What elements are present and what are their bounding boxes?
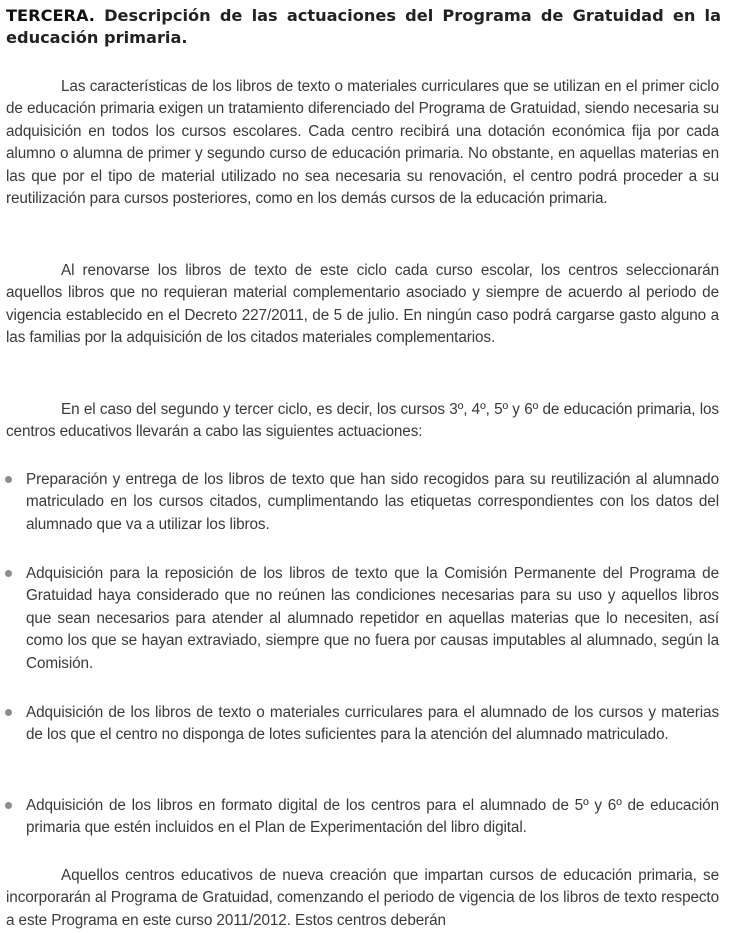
- paragraph-second-third-cycle: En el caso del segundo y tercer ciclo, es decir, los cursos 3º, 4º, 5º y 6º de educación primaria, los centros educativos llevarán a cabo las siguientes actuaciones:: [6, 401, 719, 441]
- list-item-text: Adquisición de los libros de texto o materiales curriculares para el alumnado de los cursos y materias de los que el centro no disponga de lotes suficientes para la atención del alumnado matriculado.: [26, 704, 719, 744]
- list-item: [26, 469, 719, 536]
- bullet-icon: [5, 570, 12, 577]
- section-title: Descripción de las actuaciones del Programa de Gratuidad en la educación primaria.: [6, 6, 721, 47]
- list-item: [26, 795, 719, 840]
- paragraph-renewal: Al renovarse los libros de texto de este ciclo cada curso escolar, los centros seleccionarán aquellos libros que no requieran material complementario asociado y siempre de acuerdo al periodo de vigencia establecido en el Decreto 227/2011, de 5 de julio. En ningún caso podrá cargarse gasto alguno a las familias por la adquisición de los citados materiales complementarios.: [6, 262, 719, 347]
- list-item-text: Preparación y entrega de los libros de texto que han sido recogidos para su reutilización al alumnado matriculado en los cursos citados, cumplimentando las etiquetas correspondientes con los datos del alumnado que va a utilizar los libros.: [26, 471, 719, 533]
- paragraph-new-centers: Aquellos centros educativos de nueva creación que impartan cursos de educación primaria, se incorporarán al Programa de Gratuidad, comenzando el periodo de vigencia de los libros de texto respecto a este Programa en este curso 2011/2012. Estos centros deberán: [6, 867, 719, 929]
- bullet-icon: [5, 802, 12, 809]
- bullet-icon: [5, 709, 12, 716]
- list-item: [26, 563, 719, 675]
- paragraph-first-cycle: Las características de los libros de texto o materiales curriculares que se utilizan en el primer ciclo de educación primaria exigen un tratamiento diferenciado del Programa de Gratuidad, siendo necesaria su adquisición en todos los cursos escolares. Cada centro recibirá una dotación económica fija por cada alumno o alumna de primer y segundo curso de educación primaria. No obstante, en aquellas materias en las que por el tipo de material utilizado no sea necesaria su renovación, el centro podrá proceder a su reutilización para cursos posteriores, como en los demás cursos de la educación primaria.: [6, 78, 719, 208]
- bullet-icon: [5, 476, 12, 483]
- list-item-text: Adquisición de los libros en formato digital de los centros para el alumnado de 5º y 6º de educación primaria que estén incluidos en el Plan de Experimentación del libro digital.: [26, 797, 719, 837]
- section-label: TERCERA.: [6, 6, 95, 25]
- list-item-text: Adquisición para la reposición de los libros de texto que la Comisión Permanente del Programa de Gratuidad haya considerado que no reúnen las condiciones necesarias para su uso y aquellos libros que sean necesarios para atender al alumnado repetidor en aquellas materias que lo necesiten, así como los que se hayan extraviado, siempre que no fuera por causas imputables al alumnado, según la Comisión.: [26, 565, 719, 672]
- section-heading: [6, 5, 721, 49]
- list-item: [26, 702, 719, 747]
